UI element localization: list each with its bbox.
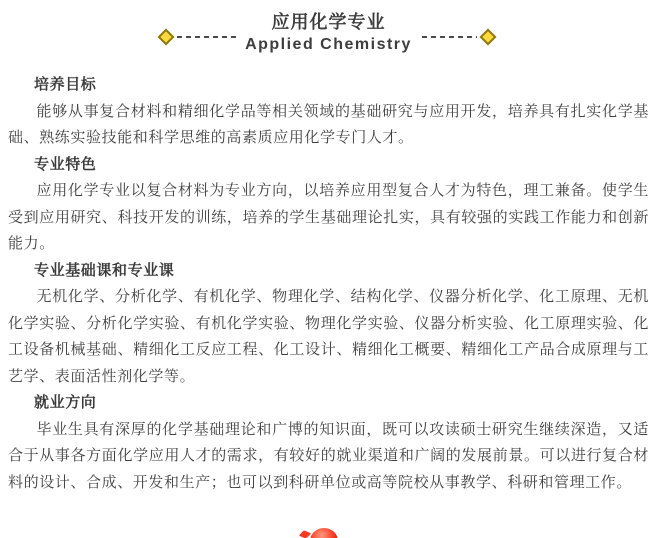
left-title-ornament xyxy=(160,31,239,43)
section-training-objectives xyxy=(8,72,649,152)
page-subtitle: Applied Chemistry xyxy=(245,36,412,53)
heart-spike-shape xyxy=(299,530,311,538)
diamond-icon xyxy=(158,29,175,46)
article-content xyxy=(0,72,657,496)
section-employment xyxy=(8,390,649,496)
section-paragraph: 应用化学专业以复合材料为专业方向，以培养应用型复合人才为特色，理工兼备。使学生受到应用研究、科技开发的训练，培养的学生基础理论扎实，具有较强的实践工作能力和创新能力。 xyxy=(8,182,649,252)
section-major-features xyxy=(8,152,649,258)
right-title-ornament xyxy=(422,31,494,43)
section-paragraph: 能够从事复合材料和精细化学品等相关领域的基础研究与应用开发，培养具有扎实化学基础、熟练实验技能和科学思维的高素质应用化学专门人才。 xyxy=(8,102,649,146)
heart-dome-shape xyxy=(310,528,338,538)
section-heading: 专业基础课和专业课 xyxy=(34,261,175,279)
diamond-icon xyxy=(480,29,497,46)
dashed-line xyxy=(177,36,239,38)
dashed-line xyxy=(422,36,477,38)
page-header xyxy=(0,0,657,56)
section-heading: 培养目标 xyxy=(34,76,97,93)
red-heart-icon xyxy=(300,526,352,538)
section-paragraph: 无机化学、分析化学、有机化学、物理化学、结构化学、仪器分析化学、化工原理、无机化学实验、分析化学实验、有机化学实验、物理化学实验、仪器分析实验、化工原理实验、化工设备机械基础、精细化工反应工程、化工设计、精细化工概要、精细化工产品合成原理与工艺学、表面活性剂化学等。 xyxy=(8,288,649,385)
section-paragraph: 毕业生具有深厚的化学基础理论和广博的知识面，既可以攻读硕士研究生继续深造，又适合于从事各方面化学应用人才的需求，有较好的就业渠道和广阔的发展前景。可以进行复合材料的设计、合成、开发和生产；也可以到科研单位或高等院校从事教学、科研和管理工作。 xyxy=(8,420,649,491)
section-heading: 专业特色 xyxy=(34,155,97,173)
page-title: 应用化学专业 xyxy=(271,12,386,32)
section-courses xyxy=(8,258,649,391)
section-heading: 就业方向 xyxy=(34,394,97,411)
